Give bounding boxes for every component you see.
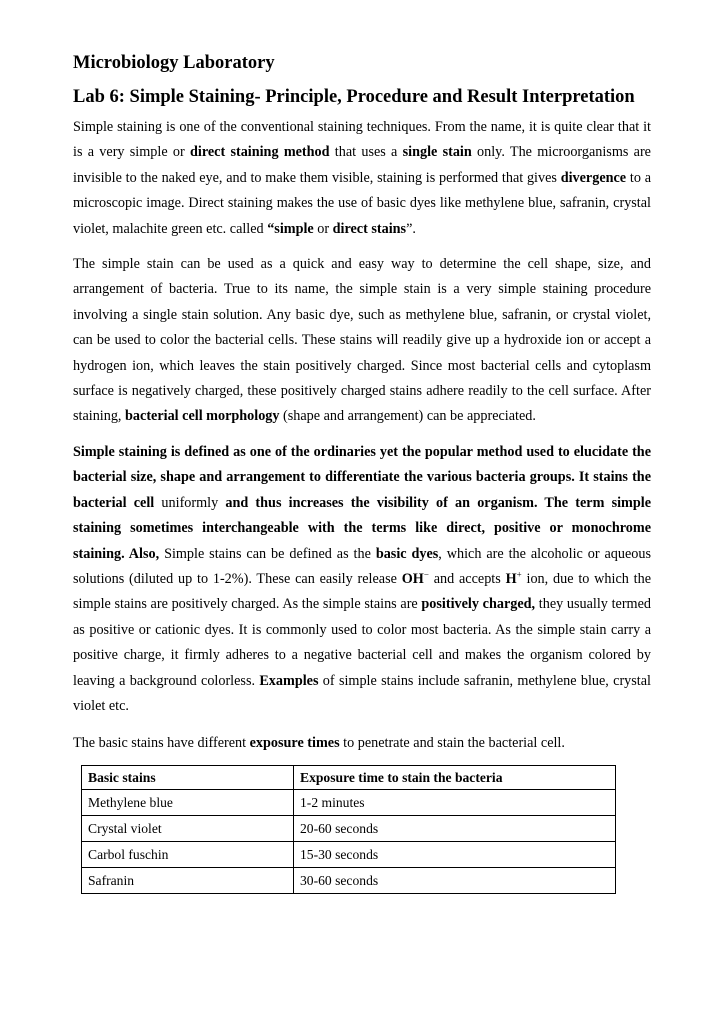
table-row	[82, 790, 616, 816]
table-row	[82, 868, 616, 894]
bold-run: “simple	[267, 220, 314, 237]
text-run: , which are the alcoholic or aqueous solutions (diluted up to 1-2%). These can easily release	[73, 545, 651, 588]
text-run: The simple stain can be used as a quick and easy way to determine the cell shape, size, and arrangement of bacteria. True to its name, the simple stain is a very simple staining procedure involving a single stain solution. Any basic dye, such as methylene blue, safranin, or crystal violet, can be used to color the bacterial cells. These stains will readily give up a hydroxide ion or accept a hydrogen ion, which leaves the stain positively charged. Since most bacterial cells and cytoplasm surface is negatively charged, these positively charged stains adhere readily to the cell surface. After staining,	[73, 256, 651, 425]
bold-run: Examples	[259, 672, 319, 689]
table-cell: Carbol fuschin	[82, 842, 294, 868]
bold-run: single stain	[402, 144, 472, 161]
bold-run: basic dyes	[375, 545, 439, 562]
text-run: or	[313, 220, 333, 237]
table-cell: 30-60 seconds	[294, 868, 616, 894]
lab-title: Lab 6: Simple Staining- Principle, Procedure and Result Interpretation	[73, 87, 635, 107]
text-run: The basic stains have different	[73, 735, 250, 751]
superscript-plus: +	[516, 569, 522, 580]
table-cell: 15-30 seconds	[294, 842, 616, 868]
text-run: only. The microorganisms are invisible to the naked eye, and to make them visible, staining is performed that gives	[73, 144, 651, 186]
table-cell: 1-2 minutes	[294, 790, 616, 816]
text-run: ”.	[406, 220, 416, 237]
table-cell: 20-60 seconds	[294, 816, 616, 842]
text-run: to penetrate and stain the bacterial cell.	[339, 735, 565, 751]
text-run: and accepts	[428, 571, 506, 588]
bold-run: H	[505, 571, 517, 588]
paragraph-intro	[73, 115, 651, 242]
text-run: that uses a	[329, 144, 403, 161]
text-run: they usually termed as positive or cationic dyes. It is commonly used to color most bacteria. As the simple stain carry a positive charge, it firmly adheres to a negative bacterial cell and makes the organism colored by leaving a background colorless.	[73, 596, 651, 689]
text-run: uniformly	[154, 494, 226, 511]
table-cell: Safranin	[82, 868, 294, 894]
course-title: Microbiology Laboratory	[73, 53, 275, 73]
text-run: of simple stains include safranin, methylene blue, crystal violet etc.	[73, 672, 651, 715]
bold-run: direct staining method	[189, 144, 330, 161]
paragraph-definition	[73, 440, 651, 719]
text-run: to a microscopic image. Direct staining makes the use of basic dyes like methylene blue, safranin, crystal violet, malachite green etc. called	[73, 169, 651, 237]
bold-run: direct stains	[332, 220, 407, 237]
table-intro	[73, 732, 565, 754]
table-cell: Methylene blue	[82, 790, 294, 816]
paragraph-purpose	[73, 252, 651, 430]
bold-run: bacterial cell morphology	[125, 408, 280, 425]
table-header-cell: Exposure time to stain the bacteria	[294, 766, 616, 790]
bold-run: positively charged,	[421, 596, 536, 613]
table-row	[82, 842, 616, 868]
bold-run: Simple staining is defined as one of the ordinaries yet the popular method used to elucidate the bacterial size, shape and arrangement to differentiate the various bacteria groups. It stains the bacterial cell	[73, 444, 651, 511]
text-run: Simple staining is one of the conventional staining techniques. From the name, it is quite clear that it is a very simple or	[73, 119, 651, 161]
bold-run: exposure times	[249, 735, 340, 751]
table-row	[82, 816, 616, 842]
table-header-row	[82, 766, 616, 790]
bold-run: divergence	[560, 169, 627, 186]
bold-run: and thus increases the visibility of an organism. The term simple staining sometimes interchangeable with the terms like direct, positive or monochrome staining. Also,	[73, 494, 652, 562]
exposure-time-table	[81, 765, 616, 894]
table-cell: Crystal violet	[82, 816, 294, 842]
text-run: Simple stains can be defined as the	[159, 545, 376, 562]
bold-run: OH	[401, 571, 424, 588]
superscript-minus: −	[423, 569, 429, 580]
text-run: (shape and arrangement) can be appreciated.	[279, 408, 536, 425]
table-header-cell: Basic stains	[82, 766, 294, 790]
text-run: ion, due to which the simple stains are positively charged. As the simple stains are	[73, 571, 651, 613]
